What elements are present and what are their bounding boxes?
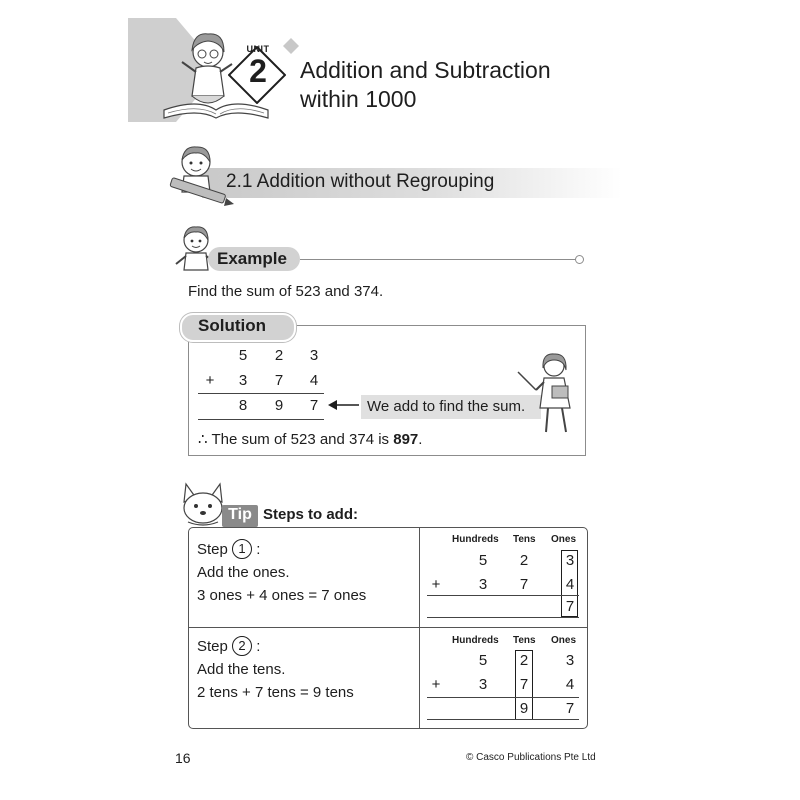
- step2-number-circle: 2: [232, 636, 252, 656]
- corgi-dog-illustration: [178, 482, 228, 528]
- unit-title: [300, 56, 680, 114]
- tip-table-column-divider: [419, 527, 420, 729]
- unit-number: 2: [249, 53, 267, 89]
- conclusion-value: 897: [393, 431, 419, 448]
- step1-sum-line-top: [427, 595, 579, 596]
- step1-description: [197, 538, 366, 607]
- arrow-left-icon: [328, 399, 360, 411]
- teacher-with-pointer-illustration: [514, 350, 578, 438]
- step2-result-tens: 9: [519, 700, 529, 717]
- step2-header-ones: Ones: [551, 635, 577, 646]
- step2-top-hundreds: 5: [478, 652, 488, 669]
- example-question: Find the sum of 523 and 374.: [188, 283, 384, 300]
- step2-result-ones: 7: [565, 700, 575, 717]
- step2-heading: [197, 635, 354, 658]
- step1-header-hundreds: Hundreds: [452, 534, 499, 545]
- tip-label: Tip: [228, 506, 252, 523]
- small-diamond-icon: [283, 38, 299, 54]
- step2-header-hundreds: Hundreds: [452, 635, 499, 646]
- unit-label: UNIT: [246, 44, 270, 54]
- example-divider: [300, 259, 576, 260]
- solution-result-ones: 7: [309, 397, 319, 414]
- step1-header-tens: Tens: [513, 534, 536, 545]
- step2-header-tens: Tens: [513, 635, 536, 646]
- solution-plus-sign: +: [205, 372, 215, 389]
- page-number: 16: [175, 750, 191, 766]
- solution-row1-ones: 3: [309, 347, 319, 364]
- step1-top-hundreds: 5: [478, 552, 488, 569]
- solution-row2-hundreds: 3: [238, 372, 248, 389]
- step1-bottom-tens: 7: [519, 576, 529, 593]
- solution-sum-line-bottom: [198, 419, 324, 420]
- solution-row1-tens: 2: [274, 347, 284, 364]
- step2-top-tens: 2: [519, 652, 529, 669]
- step1-header-ones: Ones: [551, 534, 577, 545]
- step2-plus-sign: +: [431, 676, 441, 693]
- step1-bottom-hundreds: 3: [478, 576, 488, 593]
- step1-colon: :: [256, 541, 261, 558]
- tip-table-row-divider: [188, 627, 588, 628]
- solution-sum-line-top: [198, 393, 324, 394]
- step2-top-ones: 3: [565, 652, 575, 669]
- step2-line1: Add the tens.: [197, 661, 286, 678]
- step1-line2: 3 ones + 4 ones = 7 ones: [197, 587, 367, 604]
- unit-title-line2: within 1000: [300, 86, 417, 112]
- example-divider-end-icon: [575, 255, 584, 264]
- step2-description: [197, 635, 354, 704]
- solution-row2-ones: 4: [309, 372, 319, 389]
- solution-conclusion: [198, 430, 422, 448]
- conclusion-suffix: .: [418, 431, 423, 448]
- step2-bottom-hundreds: 3: [478, 676, 488, 693]
- unit-title-line1: Addition and Subtraction: [300, 57, 551, 83]
- copyright-notice: © Casco Publications Pte Ltd: [466, 752, 596, 763]
- solution-result-hundreds: 8: [238, 397, 248, 414]
- step1-plus-sign: +: [431, 576, 441, 593]
- step2-colon: :: [256, 638, 261, 655]
- solution-row2-tens: 7: [274, 372, 284, 389]
- step2-sum-line-bottom: [427, 719, 579, 720]
- solution-label: Solution: [198, 316, 266, 335]
- step1-result-ones: 7: [565, 598, 575, 615]
- step2-word: Step: [197, 638, 228, 655]
- solution-row1-hundreds: 5: [238, 347, 248, 364]
- step2-sum-line-top: [427, 697, 579, 698]
- step1-bottom-ones: 4: [565, 576, 575, 593]
- tip-title: Steps to add:: [263, 506, 359, 523]
- step2-bottom-ones: 4: [565, 676, 575, 693]
- step1-line1: Add the ones.: [197, 564, 290, 581]
- boy-with-pencil-illustration: [166, 140, 234, 210]
- example-label: Example: [217, 249, 287, 268]
- conclusion-prefix: ∴ The sum of 523 and 374 is: [198, 431, 394, 448]
- step2-line2: 2 tens + 7 tens = 9 tens: [197, 684, 354, 701]
- step1-top-tens: 2: [519, 552, 529, 569]
- step1-number-circle: 1: [232, 539, 252, 559]
- solution-result-tens: 9: [274, 397, 284, 414]
- step2-bottom-tens: 7: [519, 676, 529, 693]
- step1-sum-line-bottom: [427, 617, 579, 618]
- callout-text: We add to find the sum.: [367, 398, 526, 415]
- step1-heading: [197, 538, 366, 561]
- step1-word: Step: [197, 541, 228, 558]
- step1-top-ones: 3: [565, 552, 575, 569]
- section-title: 2.1 Addition without Regrouping: [226, 171, 495, 192]
